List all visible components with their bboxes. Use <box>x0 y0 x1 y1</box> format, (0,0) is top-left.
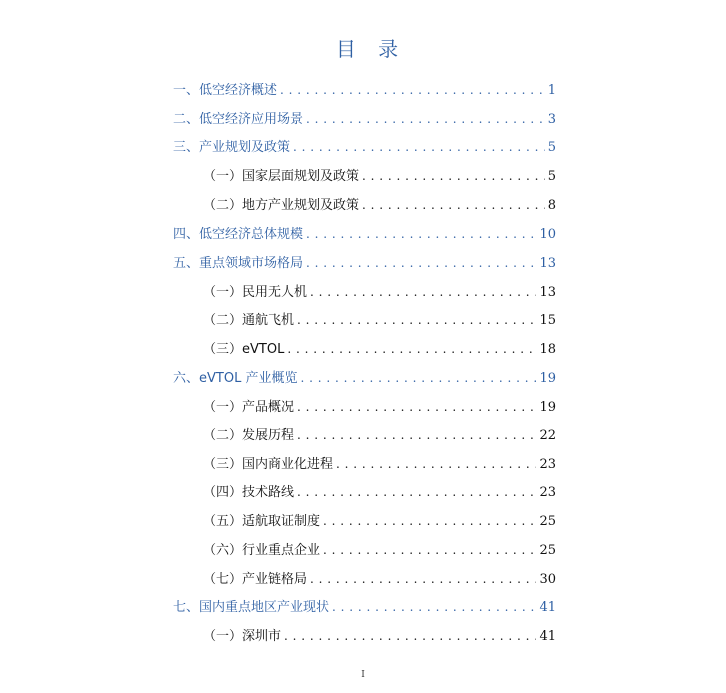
toc-entry[interactable] <box>173 109 556 129</box>
toc-leader <box>306 109 545 129</box>
toc-entry[interactable] <box>173 80 556 100</box>
toc-entry-label: （二）发展历程 <box>203 428 295 443</box>
toc-entry[interactable] <box>203 482 556 502</box>
toc-leader <box>297 397 536 417</box>
toc-entry-page: 41 <box>539 600 556 615</box>
toc-entry-label: （三）国内商业化进程 <box>203 457 334 472</box>
toc-entry[interactable] <box>203 166 556 186</box>
toc-leader <box>332 597 536 617</box>
toc-entry-page: 15 <box>539 313 556 328</box>
toc-entry-label: （四）技术路线 <box>203 485 295 500</box>
toc-entry[interactable] <box>173 253 556 273</box>
toc-entry-page: 23 <box>539 485 556 500</box>
toc-entry[interactable] <box>203 195 556 215</box>
toc-entry-page: 5 <box>547 169 556 184</box>
toc-entry[interactable] <box>203 339 556 359</box>
toc-entry-label: 五、重点领域市场格局 <box>173 256 304 271</box>
toc-leader <box>310 282 536 302</box>
toc-entry-label: 二、低空经济应用场景 <box>173 112 304 127</box>
toc-leader <box>362 195 545 215</box>
toc-leader <box>280 80 545 100</box>
toc-entry-page: 3 <box>547 112 556 127</box>
toc-leader <box>300 368 536 388</box>
toc-leader <box>297 425 536 445</box>
toc-entry-label: （一）国家层面规划及政策 <box>203 169 360 184</box>
toc-entry[interactable] <box>203 454 556 474</box>
toc-leader <box>323 540 536 560</box>
toc-entry[interactable] <box>173 224 556 244</box>
toc-entry-label: （三）eVTOL <box>203 342 285 357</box>
toc-leader <box>306 253 536 273</box>
toc-leader <box>336 454 536 474</box>
toc-leader <box>297 482 536 502</box>
toc-entry-page: 8 <box>547 198 556 213</box>
toc-entry-page: 10 <box>539 227 556 242</box>
toc-entry-page: 25 <box>539 543 556 558</box>
toc-entry[interactable] <box>203 282 556 302</box>
toc-leader <box>284 626 536 646</box>
toc-entry-page: 41 <box>539 629 556 644</box>
toc-entry-label: （七）产业链格局 <box>203 572 308 587</box>
toc-entry[interactable] <box>173 368 556 388</box>
toc-entry-label: （六）行业重点企业 <box>203 543 321 558</box>
toc-entry-label: （二）地方产业规划及政策 <box>203 198 360 213</box>
toc-entry-page: 30 <box>539 572 556 587</box>
toc-leader <box>293 137 545 157</box>
toc-entry-page: 22 <box>539 428 556 443</box>
toc-entry-label: （五）适航取证制度 <box>203 514 321 529</box>
toc-entry-label: 一、低空经济概述 <box>173 83 278 98</box>
toc-entry[interactable] <box>173 597 556 617</box>
toc-entry-page: 23 <box>539 457 556 472</box>
toc-entry-label: （二）通航飞机 <box>203 313 295 328</box>
toc-entry[interactable] <box>203 540 556 560</box>
toc-entry[interactable] <box>203 511 556 531</box>
toc-leader <box>310 569 536 589</box>
toc-entry-label: 三、产业规划及政策 <box>173 140 291 155</box>
toc-entry[interactable] <box>173 137 556 157</box>
toc-entry-label: 四、低空经济总体规模 <box>173 227 304 242</box>
toc-entry-label: （一）民用无人机 <box>203 285 308 300</box>
toc-entry[interactable] <box>203 397 556 417</box>
toc-leader <box>306 224 536 244</box>
toc-entry-label: 七、国内重点地区产业现状 <box>173 600 330 615</box>
toc-entry[interactable] <box>203 626 556 646</box>
toc-entry-label: （一）产品概况 <box>203 400 295 415</box>
toc-leader <box>297 310 536 330</box>
toc-entry-page: 1 <box>547 83 556 98</box>
toc-entry-page: 25 <box>539 514 556 529</box>
toc-entry-label: （一）深圳市 <box>203 629 282 644</box>
toc-entry-page: 5 <box>547 140 556 155</box>
toc-leader <box>362 166 545 186</box>
toc-entry[interactable] <box>203 569 556 589</box>
toc-leader <box>323 511 536 531</box>
toc-entry-page: 13 <box>539 285 556 300</box>
toc-entry[interactable] <box>203 425 556 445</box>
toc-entry-label: 六、eVTOL 产业概览 <box>173 371 298 386</box>
toc-entry[interactable] <box>203 310 556 330</box>
toc-entry-page: 13 <box>539 256 556 271</box>
toc-entry-page: 19 <box>539 371 556 386</box>
toc-leader <box>287 339 536 359</box>
page-number: I <box>361 670 365 680</box>
toc-entry-page: 18 <box>539 342 556 357</box>
page-title: 目 录 <box>335 37 407 61</box>
toc-entry-page: 19 <box>539 400 556 415</box>
